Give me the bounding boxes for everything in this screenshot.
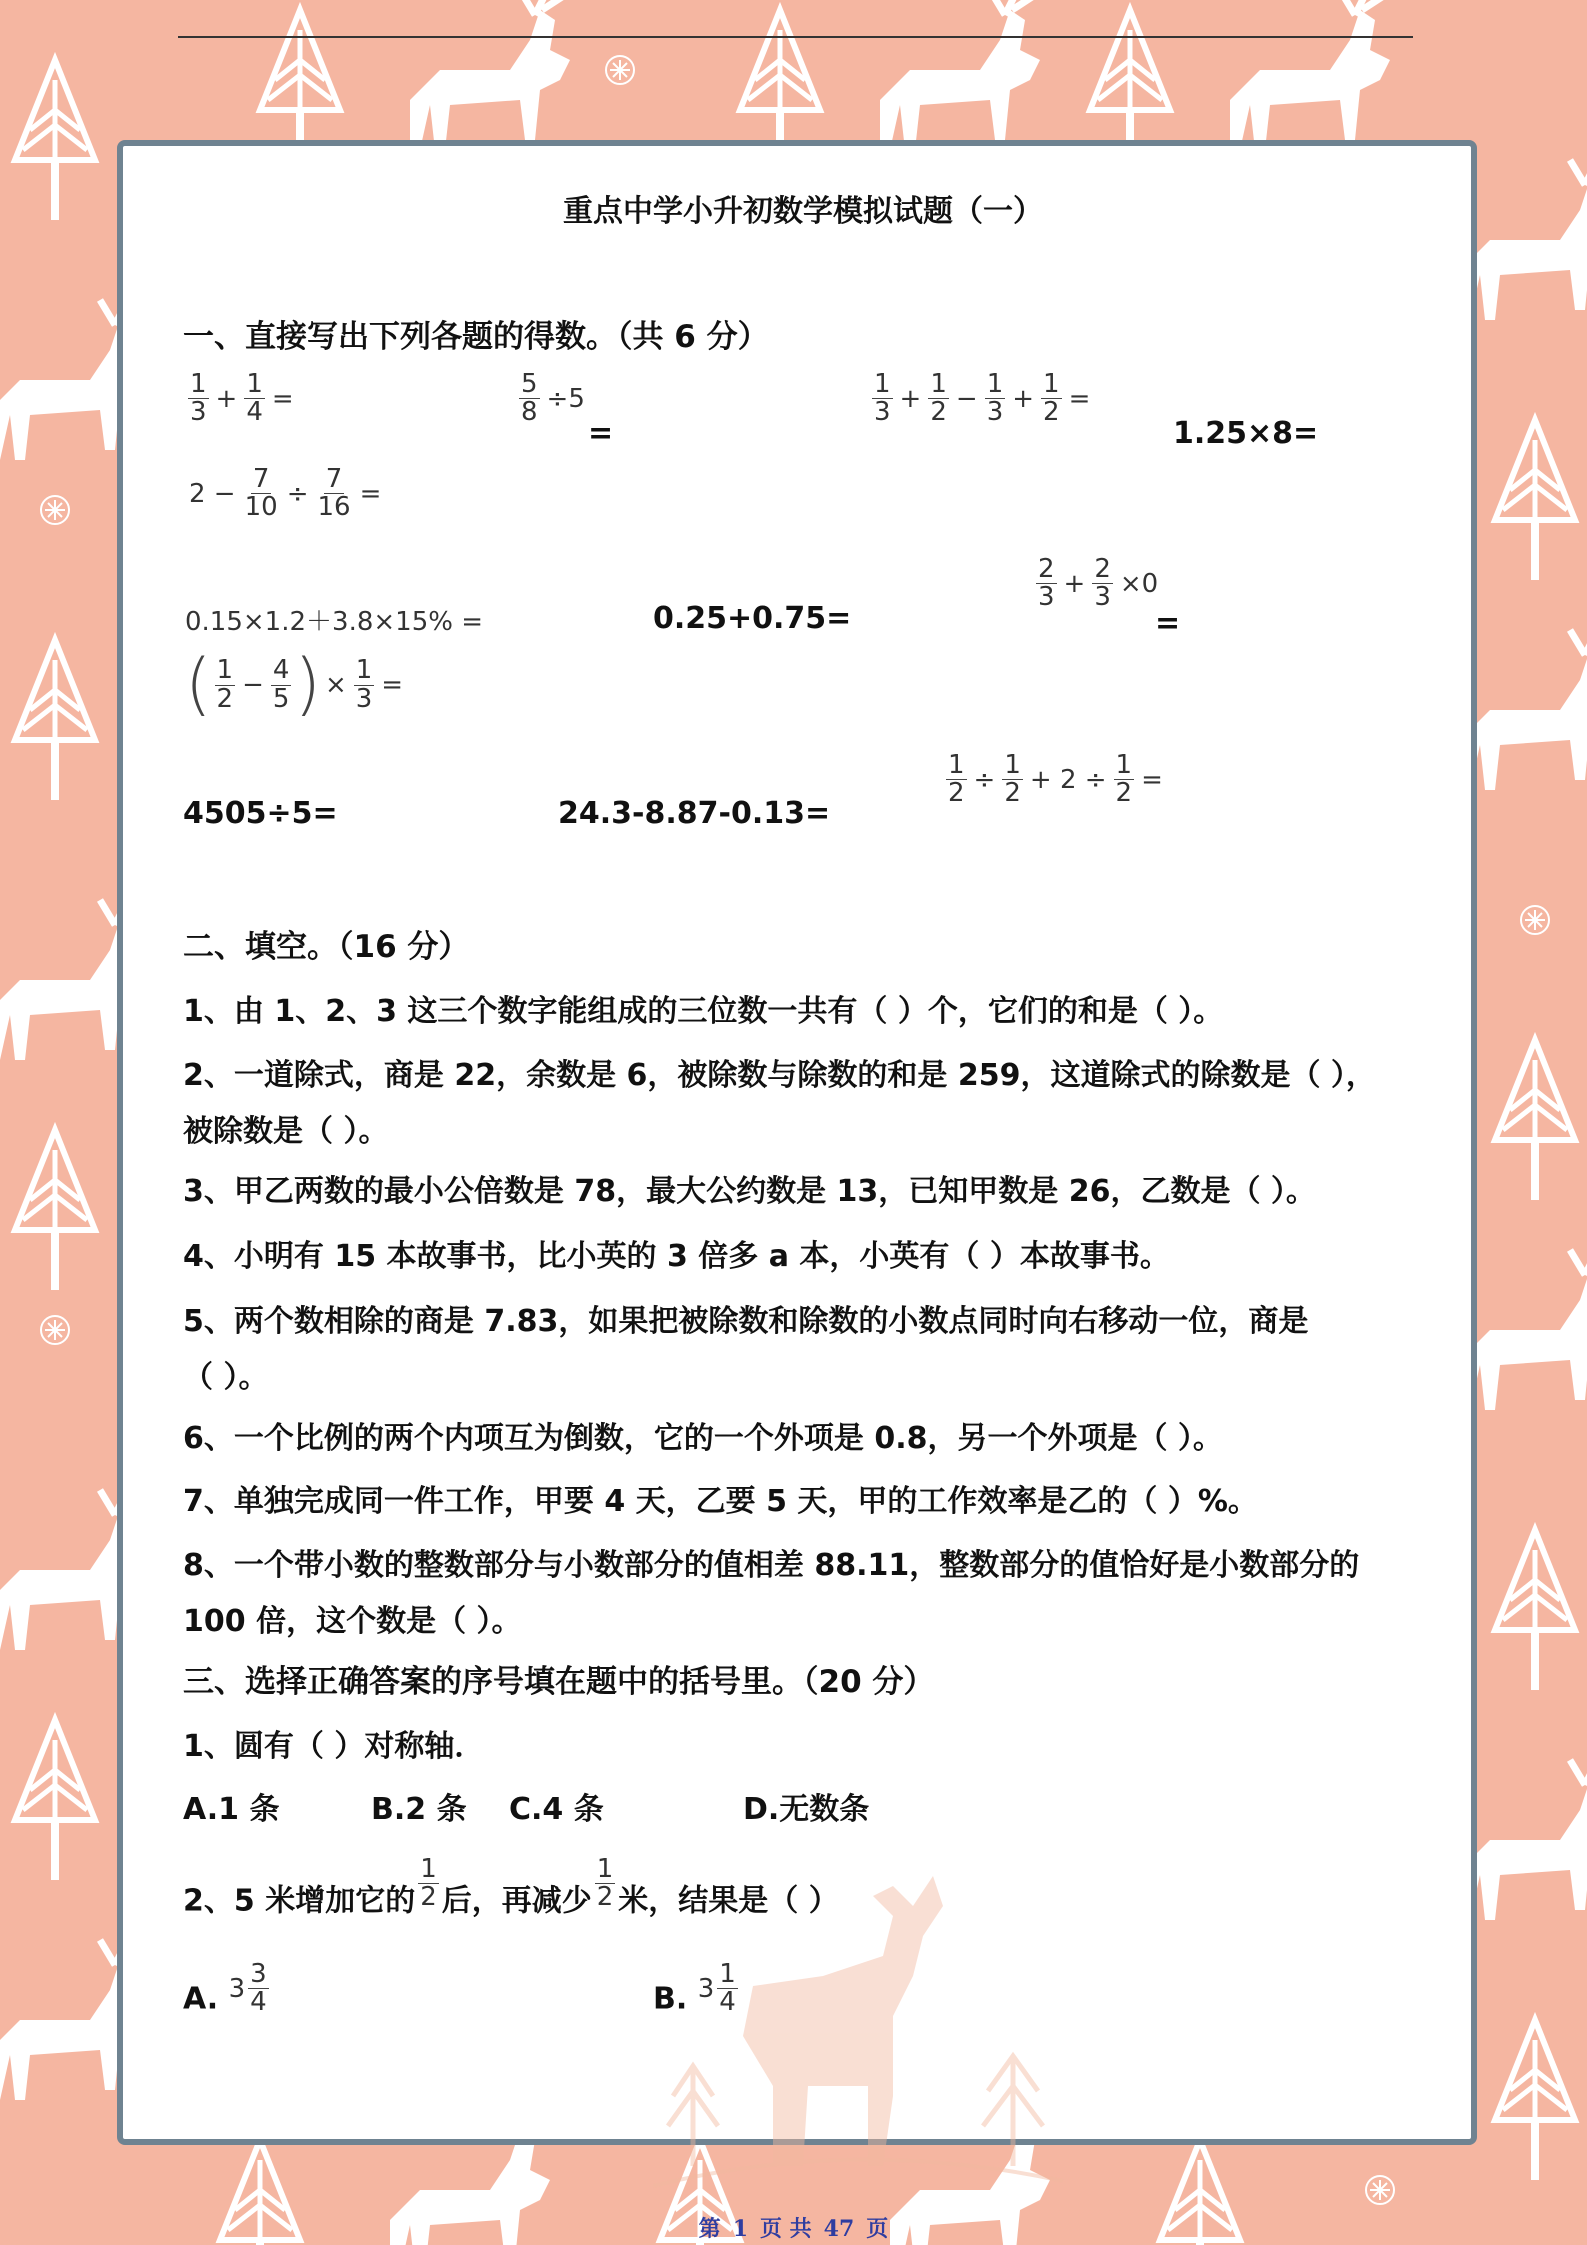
choice-q2-frac1-num: 1 [420, 1854, 437, 1884]
choice-q2-option-b [653, 1961, 741, 2017]
header-rule [178, 36, 1413, 38]
calc-3-eq: = [1068, 383, 1091, 414]
page-footer [0, 2212, 1587, 2243]
calc-3-d-den: 2 [1043, 397, 1060, 428]
fill-q5-cont: （ ）。 [183, 1360, 269, 1395]
calc-5-a-den: 10 [244, 492, 278, 523]
calc-5-op: ÷ [286, 478, 309, 509]
fill-q2: 2、一道除式，商是 22，余数是 6，被除数与除数的和是 259，这道除式的除数是（ ）， [183, 1058, 1376, 1093]
calc-8 [1033, 556, 1162, 612]
calc-12-b-den: 2 [1004, 778, 1021, 809]
calc-7: 0.25+0.75= [653, 601, 852, 636]
calc-9-a-den: 2 [216, 683, 234, 714]
fill-q6: 6、一个比例的两个内项互为倒数，它的一个外项是 0.8，另一个外项是（ ）。 [183, 1421, 1223, 1456]
choice-q2-text-3: 米，结果是（ ） [618, 1883, 839, 1919]
calc-8-tail: ×0 [1119, 568, 1159, 599]
choice-q2-option-b-label: B. [653, 1981, 688, 2017]
choice-q2-text-1: 2、5 米增加它的 [183, 1883, 416, 1919]
choice-q2-option-a-whole: 3 [228, 1973, 246, 2004]
calc-5 [185, 466, 385, 522]
calc-1-op: + [215, 383, 238, 414]
calc-1-b-num: 1 [246, 369, 263, 399]
section2-heading: 二、填空。（16 分） [183, 929, 470, 965]
calc-9-b-den: 5 [272, 683, 290, 714]
calc-1-a-den: 3 [190, 397, 207, 428]
section3-heading: 三、选择正确答案的序号填在题中的括号里。（20 分） [183, 1664, 935, 1700]
fill-q8-cont: 100 倍，这个数是（ ）。 [183, 1604, 522, 1639]
calc-8-b-den: 3 [1094, 582, 1111, 613]
choice-q2-frac1-den: 2 [420, 1882, 437, 1913]
calc-9-a-num: 1 [216, 655, 234, 686]
calc-8-a-den: 3 [1038, 582, 1055, 613]
calc-3 [869, 371, 1094, 427]
fill-q7: 7、单独完成同一件工作，甲要 4 天，乙要 5 天，甲的工作效率是乙的（ ）%。 [183, 1484, 1258, 1519]
fill-q5: 5、两个数相除的商是 7.83，如果把被除数和除数的小数点同时向右移动一位，商是 [183, 1304, 1309, 1339]
calc-5-a-num: 7 [252, 464, 270, 494]
choice-q1-option-c: C.4 条 [509, 1792, 604, 1827]
calc-2-op: ÷5 [546, 383, 585, 414]
calc-9-close-paren: ) [294, 645, 321, 724]
calc-11: 24.3-8.87-0.13= [558, 796, 831, 831]
calc-9-times: × [324, 670, 347, 700]
calc-9-b-num: 4 [272, 655, 290, 686]
calc-2-a-den: 8 [521, 397, 538, 428]
calc-2-eq: = [588, 416, 614, 451]
fill-q8: 8、一个带小数的整数部分与小数部分的值相差 88.11，整数部分的值恰好是小数部分的 [183, 1548, 1360, 1583]
calc-9 [185, 645, 407, 724]
calc-12-a-den: 2 [948, 778, 965, 809]
choice-q1-option-b: B.2 条 [371, 1792, 467, 1827]
calc-1-a-num: 1 [190, 369, 207, 399]
calc-5-eq: = [359, 478, 382, 509]
calc-3-c-den: 3 [986, 397, 1004, 428]
choice-q2-option-a-num: 3 [250, 1959, 267, 1989]
calc-12 [943, 752, 1167, 808]
choice-q2-text-2: 后，再减少 [441, 1883, 592, 1919]
footer-page-number: 1 [732, 2216, 748, 2242]
footer-text-1: 第 [698, 2216, 721, 2242]
choice-q1-option-a: A.1 条 [183, 1792, 280, 1827]
calc-6: 0.15×1.2＋3.8×15% = [185, 607, 483, 637]
choice-q1-option-d: D.无数条 [743, 1792, 870, 1827]
calc-9-c-num: 1 [355, 655, 373, 686]
calc-1 [185, 371, 298, 427]
fill-q4: 4、小明有 15 本故事书，比小英的 3 倍多 a 本，小英有（ ）本故事书。 [183, 1239, 1170, 1274]
calc-8-b-num: 2 [1094, 554, 1111, 584]
exam-paper [117, 140, 1477, 2145]
fill-q1: 1、由 1、2、3 这三个数字能组成的三位数一共有（ ）个，它们的和是（ ）。 [183, 994, 1224, 1029]
section1-heading: 一、直接写出下列各题的得数。（共 6 分） [183, 319, 769, 355]
calc-8-eq: = [1155, 606, 1181, 641]
fill-q3: 3、甲乙两数的最小公倍数是 78，最大公约数是 13，已知甲数是 26，乙数是（ ）。 [183, 1174, 1316, 1209]
calc-5-lead: 2 − [189, 478, 236, 509]
page-title: 重点中学小升初数学模拟试题（一） [563, 194, 1043, 229]
calc-3-b-den: 2 [930, 397, 947, 428]
calc-9-op: − [242, 670, 264, 700]
calc-8-op: + [1063, 568, 1086, 599]
calc-9-eq: = [381, 670, 404, 700]
calc-3-a-num: 1 [874, 369, 891, 399]
choice-q2-option-a-label: A. [183, 1981, 219, 2017]
footer-text-2: 页 共 [760, 2216, 812, 2242]
calc-1-b-den: 4 [246, 397, 263, 428]
choice-q2-option-b-num: 1 [719, 1959, 736, 1989]
calc-12-eq: = [1141, 764, 1163, 795]
choice-q2-frac2-den: 2 [596, 1882, 614, 1913]
choice-q2-option-b-whole: 3 [697, 1973, 715, 2004]
calc-3-op1: + [899, 383, 922, 414]
calc-8-a-num: 2 [1038, 554, 1055, 584]
calc-3-a-den: 3 [874, 397, 891, 428]
calc-4: 1.25×8= [1173, 416, 1319, 451]
choice-q1: 1、圆有（ ）对称轴． [183, 1729, 485, 1764]
calc-9-c-den: 3 [355, 683, 373, 714]
fill-q2-cont: 被除数是（ ）。 [183, 1114, 389, 1149]
choice-q2 [183, 1856, 839, 1920]
calc-3-op3: + [1012, 383, 1035, 414]
calc-3-b-num: 1 [930, 369, 947, 399]
calc-3-d-num: 1 [1043, 369, 1060, 399]
calc-12-b-num: 1 [1004, 750, 1021, 780]
calc-2 [516, 371, 589, 427]
calc-12-op2: + 2 ÷ [1029, 764, 1107, 795]
choice-q2-option-b-den: 4 [719, 1987, 736, 2018]
calc-5-b-den: 16 [317, 492, 351, 523]
choice-q2-option-a-den: 4 [250, 1987, 267, 2018]
calc-12-a-num: 1 [948, 750, 965, 780]
calc-1-eq: = [271, 383, 294, 414]
calc-12-c-den: 2 [1115, 778, 1133, 809]
choice-q2-frac2-num: 1 [596, 1854, 614, 1884]
calc-12-c-num: 1 [1115, 750, 1133, 780]
footer-total-pages: 47 [823, 2216, 855, 2242]
footer-text-3: 页 [866, 2216, 889, 2242]
calc-3-c-num: 1 [986, 369, 1004, 399]
choice-q2-option-a [183, 1961, 272, 2017]
calc-12-op1: ÷ [973, 764, 996, 795]
calc-10: 4505÷5= [183, 796, 338, 831]
calc-2-a-num: 5 [521, 369, 538, 399]
calc-9-open-paren: ( [185, 645, 212, 724]
calc-3-op2: − [955, 383, 978, 414]
calc-5-b-num: 7 [325, 464, 343, 494]
